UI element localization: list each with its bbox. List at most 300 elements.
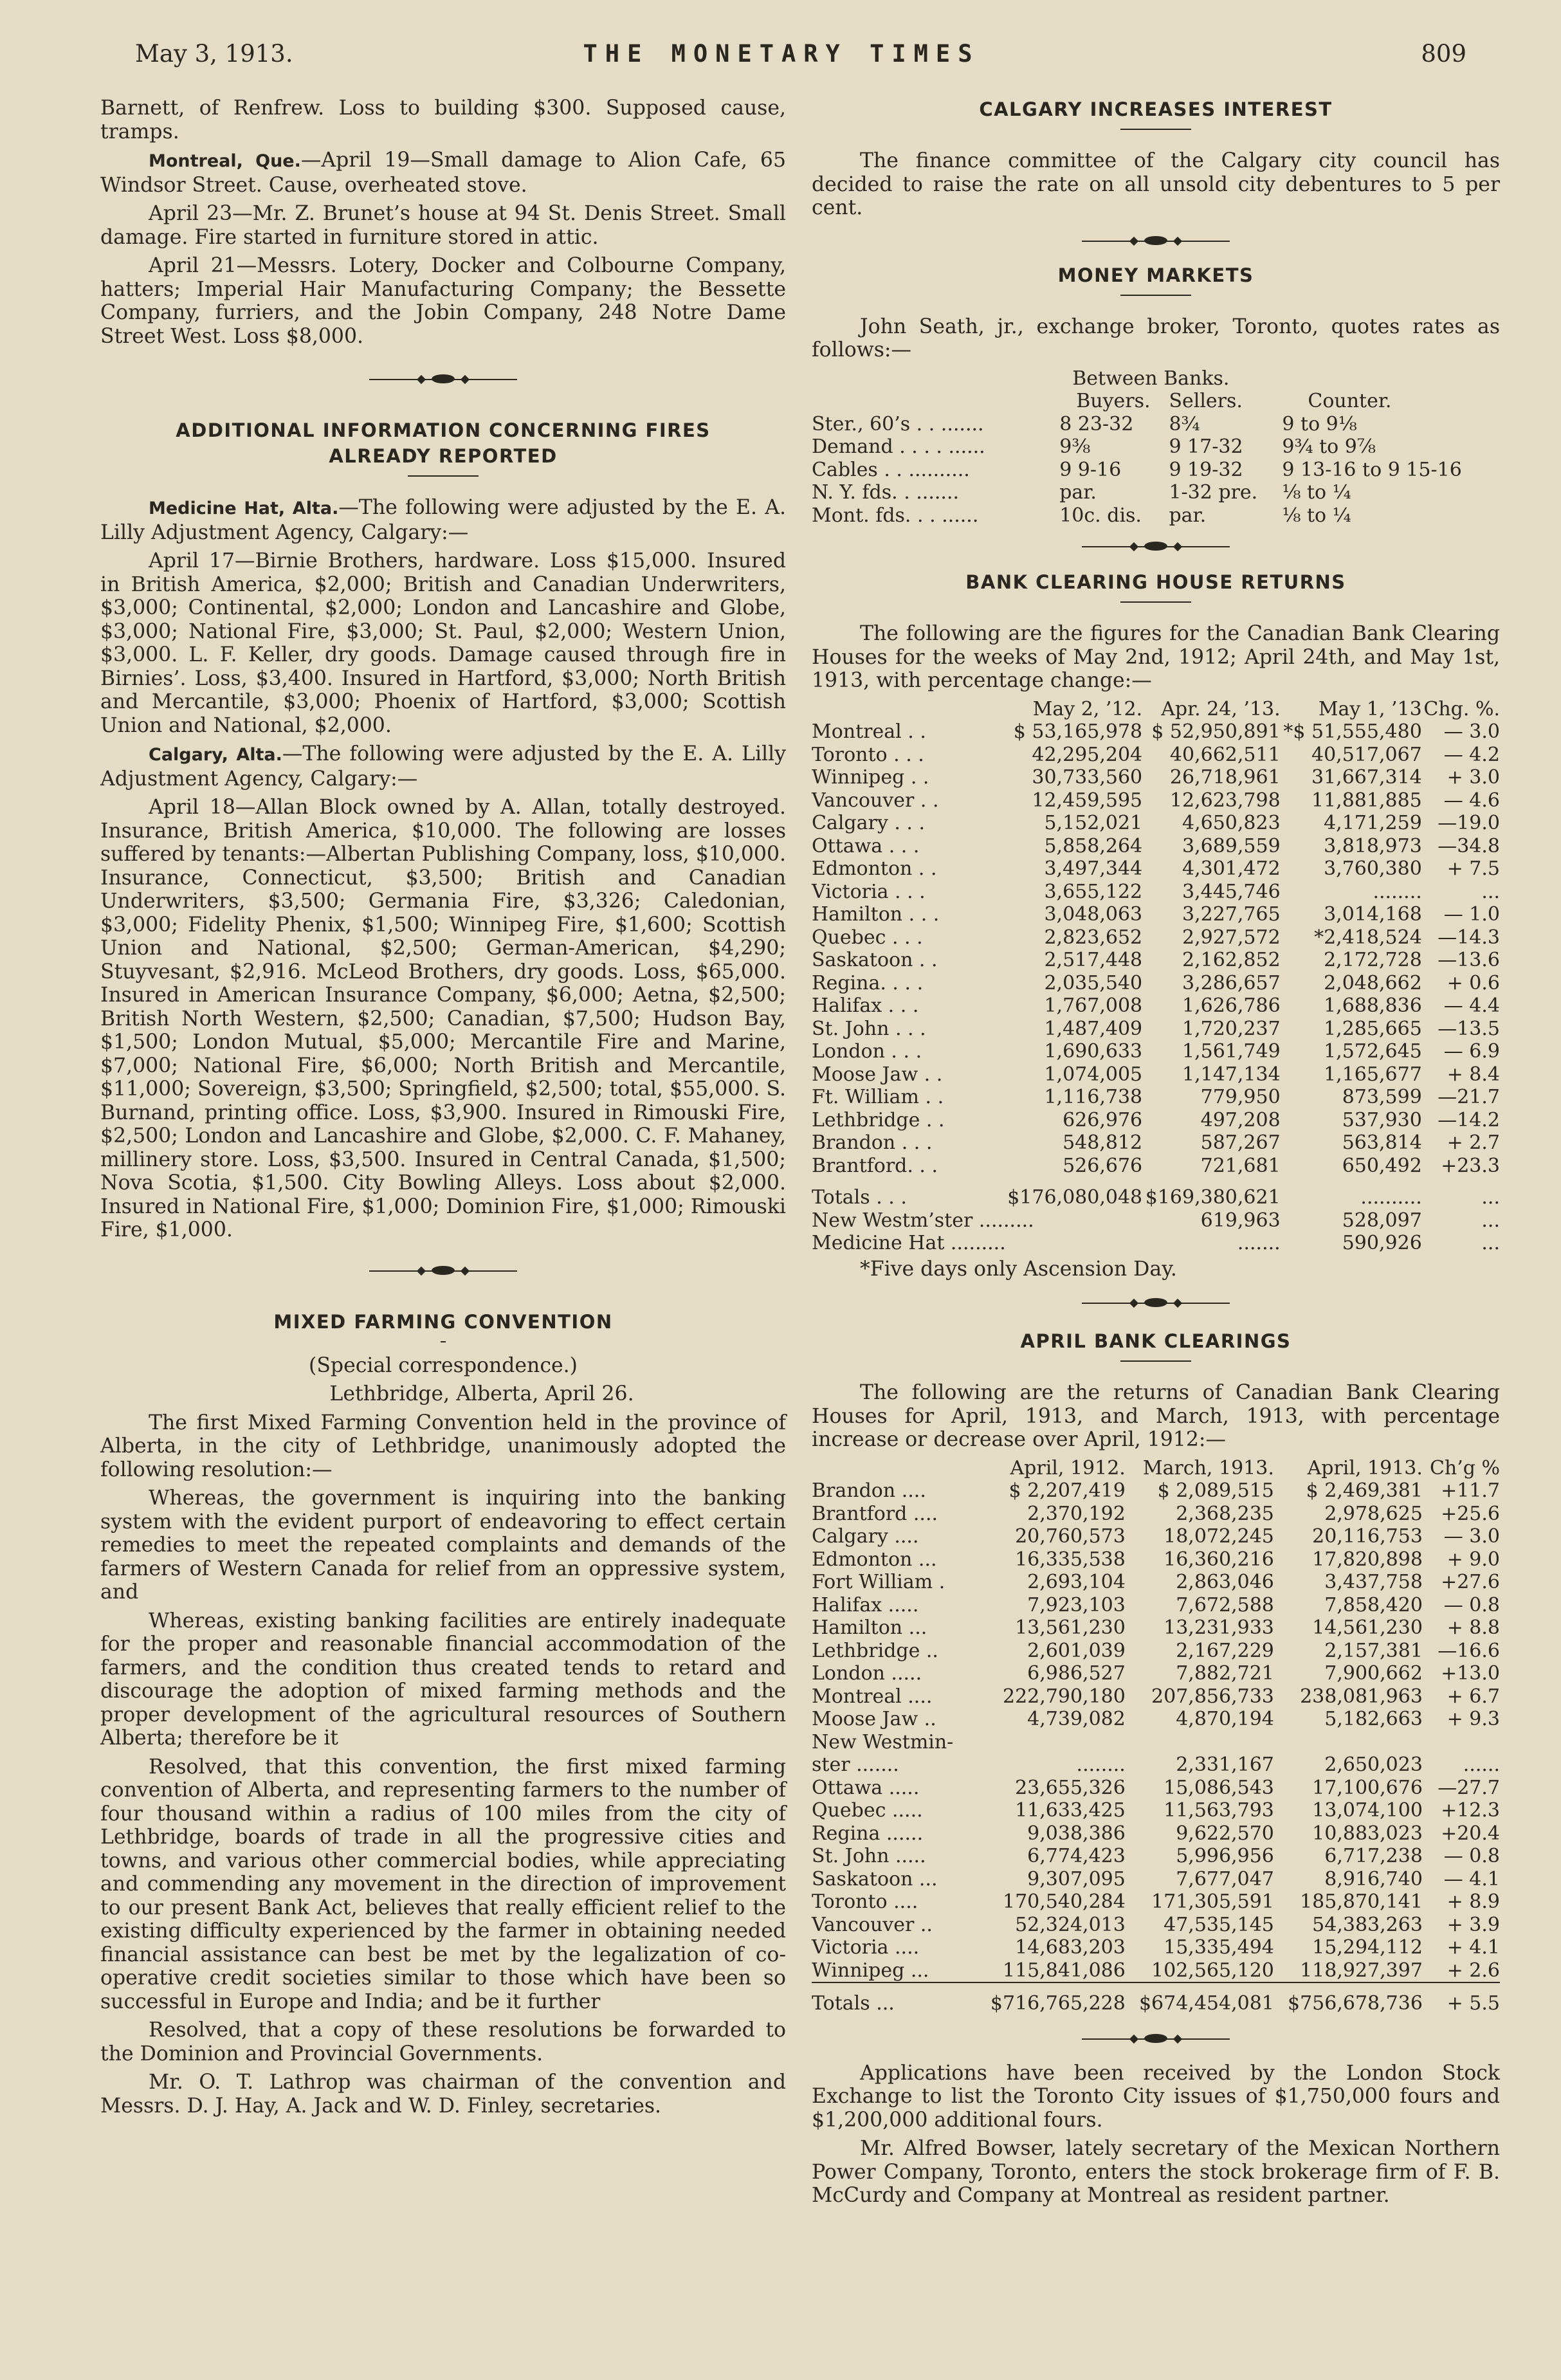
cell: —13.6: [1438, 949, 1500, 971]
cell: +25.6: [1441, 1502, 1500, 1525]
cell: 9 19-32: [1169, 458, 1243, 481]
cell: 207,856,733: [1151, 1685, 1274, 1708]
cell: Toronto ....: [812, 1890, 918, 1913]
cell: Edmonton . .: [812, 857, 937, 880]
column-header: Ch’g %: [1429, 1456, 1500, 1479]
cell: ...: [1481, 1186, 1500, 1209]
table-row: [812, 1503, 1500, 1526]
cell: $ 53,165,978: [1013, 720, 1143, 743]
cell: 5,996,956: [1176, 1845, 1274, 1867]
column-header: Sellers.: [1169, 390, 1243, 412]
table-row: [812, 504, 1500, 527]
issue-date: May 3, 1913.: [135, 40, 293, 68]
cell: Vancouver . .: [812, 789, 939, 812]
cell: 54,383,263: [1312, 1913, 1423, 1936]
cell: $756,678,736: [1274, 1982, 1423, 2015]
cell: New Westmin-: [812, 1730, 954, 1753]
table-row: [812, 1914, 1500, 1937]
cell: Moose Jaw . .: [812, 1063, 943, 1086]
cell: 1,688,836: [1324, 994, 1422, 1017]
cell: 9 9-16: [1059, 458, 1122, 481]
cell: Toronto . . .: [812, 743, 924, 766]
cell: $ 2,207,419: [1009, 1479, 1126, 1502]
fire-report-continued: Barnett, of Renfrew. Loss to building $300. Supposed cause, tramps.: [100, 96, 786, 143]
cell: 26,718,961: [1169, 766, 1281, 789]
bank-footnote: *Five days only Ascension Day.: [860, 1257, 1177, 1281]
cell: 3,048,063: [1044, 903, 1143, 926]
table-row: [812, 926, 1500, 949]
cell: Brandon ....: [812, 1479, 926, 1502]
table-row: [812, 949, 1500, 972]
cell: Quebec . . .: [812, 926, 923, 949]
cell: 118,927,397: [1300, 1959, 1423, 1982]
cell: Montreal ....: [812, 1685, 933, 1708]
column-header: May 1, ’13: [1318, 697, 1422, 720]
cell: + 3.9: [1447, 1913, 1500, 1936]
table-header-row: [812, 390, 1500, 413]
cell: + 2.7: [1447, 1131, 1500, 1154]
table-row: [812, 766, 1500, 789]
short-rule: [1120, 601, 1191, 603]
cell: —34.8: [1438, 834, 1500, 857]
column-header: April, 1913.: [1307, 1456, 1423, 1479]
cell: Ottawa .....: [812, 1776, 920, 1799]
column-header: Chg. %.: [1423, 697, 1500, 720]
fire-report-paragraph: April 17—Birnie Brothers, hardware. Loss $15,000. Insured in British America, $2,000; British and Canadian Underwriters, $3,000; Continental, $2,000; London and Lancashire and Globe, $3,000; National Fire, $3,000; St. Paul, $2,000; Western Union, $3,000. L. F. Keller, dry goods. Damage caused through fire in Birnies’. Loss, $3,400. Insured in Hartford, $3,000; North British and Mercantile, $3,000; Phoenix of Hartford, $3,000; Scottish Union and National, $2,000.: [100, 549, 786, 737]
table-row: [812, 1662, 1500, 1685]
cell: Winnipeg . .: [812, 766, 929, 789]
special-correspondence: (Special correspondence.): [309, 1353, 578, 1377]
london-exchange-paragraph: Applications have been received by the London Stock Exchange to list the Toronto City issues of $1,750,000 fours and $1,200,000 additional fours.: [812, 2061, 1500, 2132]
cell: [1423, 1731, 1500, 1754]
fire-report-medicine-hat: [100, 496, 786, 544]
table-row: [812, 1685, 1500, 1708]
cell: 12,459,595: [1032, 789, 1143, 812]
cell: +27.6: [1441, 1571, 1500, 1593]
cell: — 3.0: [1443, 720, 1500, 743]
running-header: [96, 40, 1466, 78]
cell: Lethbridge ..: [812, 1639, 938, 1662]
cell: 15,086,543: [1164, 1776, 1274, 1799]
cell: 238,081,963: [1300, 1685, 1423, 1708]
table-row: [812, 1640, 1500, 1663]
cell: 7,882,721: [1176, 1662, 1274, 1685]
cell: — 0.8: [1443, 1593, 1500, 1616]
cell: 40,517,067: [1311, 743, 1422, 766]
cell: 9,622,570: [1176, 1822, 1274, 1845]
cell: Saskatoon ...: [812, 1867, 938, 1890]
cell: ...: [1481, 1209, 1500, 1232]
cell: 2,693,104: [1027, 1571, 1126, 1593]
bank-intro: The following are the figures for the Canadian Bank Clearing Houses for the weeks of May 2nd, 1912; April 24th, and May 1st, 1913, with percentage change:—: [812, 622, 1500, 692]
cell: + 3.0: [1447, 766, 1500, 789]
cell: 42,295,204: [1032, 743, 1143, 766]
ornament-divider: [369, 1265, 517, 1277]
cell: 3,818,973: [1324, 834, 1422, 857]
cell: 587,267: [1200, 1131, 1281, 1154]
cell: ⅛ to ¼: [1282, 504, 1351, 527]
cell: —14.3: [1438, 926, 1500, 949]
table-row: [812, 1708, 1500, 1731]
cell: ........: [1373, 880, 1422, 903]
cell: $176,080,048: [1007, 1186, 1143, 1209]
cell: + 2.6: [1447, 1959, 1500, 1982]
column-header: Between Banks.: [1072, 367, 1230, 390]
table-row: [812, 881, 1500, 904]
cell: 1,147,134: [1182, 1063, 1281, 1086]
fire-report-paragraph: April 18—Allan Block owned by A. Allan, totally destroyed. Insurance, British America, $10,000. The following are losses suffered by tenants:—Albertan Publishing Company, loss, $10,000. Insurance, Connecticut, $3,500; British and Canadian Underwriters, $3,500; Germania Fire, $3,326; Caledonian, $3,000; Fidelity Phenix, $1,500; Winnipeg Fire, $1,600; Scottish Union and National, $2,500; German-American, $4,290; Stuyvesant, $2,916. McLeod Brothers, dry goods. Loss, $65,000. Insured in American Insurance Company, $6,000; Aetna, $2,500; British North Western, $2,500; Canadian, $7,500; Hudson Bay, $1,500; London Mutual, $5,000; Mercantile Fire and Marine, $7,000; National Fire, $6,000; North British and Mercantile, $11,000; Sovereign, $3,500; Springfield, $2,500; total, $55,000. S. Burnand, printing office. Loss, $3,900. Insured in Rimouski Fire, $2,500; London and Lancashire and Globe, $2,000. C. F. Mahaney, millinery store. Loss, $3,500. Insured in Central Canada, $1,500; Nova Scotia, $1,500. City Bowling Alleys. Loss about $2,000. Insured in National Fire, $1,000; Dominion Fire, $1,000; Rimouski Fire, $1,000.: [100, 796, 786, 1241]
cell: Victoria ....: [812, 1936, 920, 1959]
row-label: Cables . . ..........: [812, 458, 970, 481]
cell: 17,100,676: [1312, 1776, 1423, 1799]
page-number: 809: [1421, 40, 1466, 68]
cell: 14,561,230: [1312, 1616, 1423, 1639]
cell: 10,883,023: [1312, 1822, 1423, 1845]
row-label: Mont. fds. . . ......: [812, 504, 979, 527]
cell: Regina. . . .: [812, 971, 924, 994]
cell: ..........: [1360, 1186, 1422, 1209]
cell: 619,963: [1200, 1209, 1281, 1232]
cell: 7,677,047: [1176, 1867, 1274, 1890]
cell: + 5.5: [1423, 1982, 1500, 2015]
cell: 14,683,203: [1015, 1936, 1126, 1959]
table-row: [812, 1525, 1500, 1548]
place-heading: Medicine Hat, Alta.: [149, 499, 339, 518]
cell: 590,926: [1342, 1232, 1422, 1254]
cell: 1,720,237: [1182, 1017, 1281, 1040]
cell: 2,927,572: [1182, 926, 1281, 949]
cell: 9,307,095: [1027, 1867, 1126, 1890]
cell: Moose Jaw ..: [812, 1708, 936, 1730]
cell: — 4.2: [1443, 743, 1500, 766]
cell: —13.5: [1438, 1017, 1500, 1040]
cell: Hamilton . . .: [812, 903, 940, 926]
cell: 20,116,753: [1312, 1525, 1423, 1548]
cell: 1,561,749: [1182, 1040, 1281, 1063]
cell: 9⅜: [1059, 435, 1091, 458]
cell: 11,633,425: [1015, 1799, 1126, 1822]
short-rule: [441, 1341, 446, 1342]
place-heading: Montreal, Que.: [149, 151, 301, 171]
table-row: [812, 1109, 1500, 1132]
section-title-calgary-interest: CALGARY INCREASES INTEREST: [979, 98, 1333, 120]
cell: 2,368,235: [1176, 1502, 1274, 1525]
cell: 15,294,112: [1312, 1936, 1423, 1959]
cell: 40,662,511: [1169, 743, 1281, 766]
cell: +13.0: [1441, 1662, 1500, 1685]
table-row: [812, 1890, 1500, 1914]
cell: 20,760,573: [1015, 1525, 1126, 1548]
table-row: [812, 1479, 1500, 1503]
cell: 5,182,663: [1324, 1708, 1423, 1730]
cell: 23,655,326: [1015, 1776, 1126, 1799]
cell: — 0.8: [1443, 1845, 1500, 1867]
cell: 537,930: [1342, 1108, 1422, 1131]
cell: St. John . . .: [812, 1017, 926, 1040]
table-row: [812, 720, 1500, 744]
cell: 5,152,021: [1044, 812, 1143, 834]
cell: Lethbridge . .: [812, 1108, 945, 1131]
cell: 10c. dis.: [1059, 504, 1142, 527]
cell: [977, 1731, 1126, 1754]
cell: 15,335,494: [1164, 1936, 1274, 1959]
cell: 17,820,898: [1312, 1548, 1423, 1571]
ornament-divider: [1082, 541, 1230, 553]
cell: London . . .: [812, 1040, 922, 1063]
cell: 2,823,652: [1044, 926, 1143, 949]
cell: 3,689,559: [1182, 834, 1281, 857]
cell: 9,038,386: [1027, 1822, 1126, 1845]
april-rows: [812, 1479, 1500, 2015]
cell: 526,676: [1063, 1154, 1143, 1177]
cell: 3,655,122: [1044, 880, 1143, 903]
cell: —21.7: [1438, 1086, 1500, 1108]
ornament-divider: [1082, 2033, 1230, 2045]
cell: 1,285,665: [1324, 1017, 1422, 1040]
cell: 2,517,448: [1044, 949, 1143, 971]
cell: 1,690,633: [1044, 1040, 1143, 1063]
column-header: March, 1913.: [1142, 1456, 1274, 1479]
column-header: Counter.: [1308, 390, 1392, 412]
cell: Calgary . . .: [812, 812, 926, 834]
cell: 873,599: [1342, 1086, 1422, 1108]
cell: 2,370,192: [1027, 1502, 1126, 1525]
cell: +23.3: [1441, 1154, 1500, 1177]
table-row: [812, 972, 1500, 995]
table-row: [812, 435, 1500, 459]
cell: 4,301,472: [1182, 857, 1281, 880]
table-row: [812, 459, 1500, 482]
cell: par.: [1169, 504, 1207, 527]
cell: 779,950: [1200, 1086, 1281, 1108]
short-rule: [408, 475, 479, 477]
cell: ...: [1481, 1232, 1500, 1254]
cell: 2,863,046: [1176, 1571, 1274, 1593]
cell: Ottawa . . .: [812, 834, 920, 857]
paragraph-text: —The following were adjusted by the E. A. Lilly Adjustment Agency, Calgary:—: [100, 496, 786, 544]
table-row: [812, 1232, 1500, 1255]
cell: 8,916,740: [1324, 1867, 1423, 1890]
cell: 7,900,662: [1324, 1662, 1423, 1685]
cell: 30,733,560: [1032, 766, 1143, 789]
cell: 7,858,420: [1324, 1593, 1423, 1616]
cell: .......: [1237, 1232, 1281, 1254]
cell: 4,650,823: [1182, 812, 1281, 834]
table-header-row: [812, 698, 1500, 721]
cell: +11.7: [1441, 1479, 1500, 1502]
cell: 13,561,230: [1015, 1616, 1126, 1639]
table-row: [812, 1571, 1500, 1594]
table-row: [812, 1018, 1500, 1041]
cell: 185,870,141: [1300, 1890, 1423, 1913]
cell: +12.3: [1441, 1799, 1500, 1822]
cell: 7,672,588: [1176, 1593, 1274, 1616]
cell: Brandon . . .: [812, 1131, 933, 1154]
cell: 5,858,264: [1044, 834, 1143, 857]
cell: 3,227,765: [1182, 903, 1281, 926]
cell: + 9.3: [1447, 1708, 1500, 1730]
paragraph-text: —The following were adjusted by the E. A. Lilly Adjustment Agency, Calgary:—: [100, 742, 786, 791]
cell: $674,454,081: [1126, 1982, 1274, 2015]
cell: + 8.9: [1447, 1890, 1500, 1913]
cell: + 4.1: [1447, 1936, 1500, 1959]
ornament-divider: [369, 374, 517, 385]
cell: 3,445,746: [1182, 880, 1281, 903]
cell: 16,360,216: [1164, 1548, 1274, 1571]
cell: 1,572,645: [1324, 1040, 1422, 1063]
cell: 9 13-16 to 9 15-16: [1282, 458, 1462, 481]
convention-paragraph: Resolved, that this convention, the first mixed farming convention of Alberta, and representing farmers to the number of four thousand within a radius of 100 miles from the city of Lethbridge, boards of trade in all the progressive cities and towns, and various other commercial bodies, while appreciating and commending any movement in the direction of improvement to our present Bank Act, believes that really efficient relief to the existing difficulty experienced by the farmer in obtaining needed financial assistance can best be met by the legalization of co-operative credit societies similar to those which have been so successful in Europe and India; and be it further: [100, 1755, 786, 2013]
short-rule: [1120, 295, 1191, 296]
table-row: [812, 1845, 1500, 1868]
cell: [1274, 1731, 1423, 1754]
left-column: [100, 96, 786, 2123]
cell: $169,380,621: [1145, 1186, 1281, 1209]
cell: 1,165,677: [1324, 1063, 1422, 1086]
table-row: [812, 1548, 1500, 1571]
cell: $716,765,228: [977, 1982, 1126, 2015]
cell: Medicine Hat .........: [812, 1232, 1006, 1254]
cell: 2,048,662: [1324, 971, 1422, 994]
cell: + 7.5: [1447, 857, 1500, 880]
table-row: [812, 1959, 1500, 1983]
cell: London .....: [812, 1662, 922, 1685]
short-rule: [1120, 1360, 1191, 1362]
cell: ster .......: [812, 1753, 899, 1776]
cell: New Westm’ster .........: [812, 1209, 1034, 1232]
cell: 4,739,082: [1027, 1708, 1126, 1730]
cell: 9¾ to 9⅞: [1282, 435, 1376, 458]
column-header: May 2, ’12.: [1032, 697, 1143, 720]
bank-rows: [812, 720, 1500, 1255]
cell: 8¾: [1169, 412, 1200, 435]
cell: 3,286,657: [1182, 971, 1281, 994]
table-row: [812, 1063, 1500, 1086]
cell: —16.6: [1438, 1639, 1500, 1662]
cell: 3,014,168: [1324, 903, 1422, 926]
cell: —14.2: [1438, 1108, 1500, 1131]
table-row: [812, 1799, 1500, 1822]
cell: Brantford. . .: [812, 1154, 938, 1177]
fire-report-paragraph: April 21—Messrs. Lotery, Docker and Colbourne Company, hatters; Imperial Hair Manufacturing Company; the Bessette Company, furriers, and the Jobin Company, 248 Notre Dame Street West. Loss $8,000.: [100, 254, 786, 348]
april-intro: The following are the returns of Canadian Bank Clearing Houses for April, 1913, and March, 1913, with percentage increase or decrease over April, 1912:—: [812, 1381, 1500, 1451]
fire-report-calgary: [100, 742, 786, 791]
cell: Brantford ....: [812, 1502, 938, 1525]
cell: 1,116,738: [1044, 1086, 1143, 1108]
cell: Totals . . .: [812, 1186, 907, 1209]
table-row: [812, 1616, 1500, 1640]
cell: + 8.4: [1447, 1063, 1500, 1086]
cell: 11,563,793: [1164, 1799, 1274, 1822]
table-row: [812, 812, 1500, 835]
cell: ........: [1076, 1753, 1126, 1776]
cell: + 6.7: [1447, 1685, 1500, 1708]
paragraph-text: —April 19—Small damage to Alion Cafe, 65 Windsor Street. Cause, overheated stove.: [100, 149, 786, 197]
section-title-bank-clearing: BANK CLEARING HOUSE RETURNS: [965, 571, 1346, 593]
table-row: [812, 1209, 1500, 1232]
cell: 8 23-32: [1059, 412, 1134, 435]
cell: par.: [1059, 481, 1097, 504]
cell: — 4.6: [1443, 789, 1500, 812]
cell: + 8.8: [1447, 1616, 1500, 1639]
cell: 47,535,145: [1164, 1913, 1274, 1936]
publication-title: THE MONETARY TIMES: [583, 40, 980, 68]
cell: 3,760,380: [1324, 857, 1422, 880]
cell: 18,072,245: [1164, 1525, 1274, 1548]
cell: 6,986,527: [1027, 1662, 1126, 1685]
table-row: [812, 903, 1500, 926]
cell: 11,881,885: [1311, 789, 1422, 812]
table-row: [812, 1753, 1500, 1777]
cell: +20.4: [1441, 1822, 1500, 1845]
table-row: [812, 1086, 1500, 1109]
table-header-row: [812, 1457, 1500, 1480]
cell: + 0.6: [1447, 971, 1500, 994]
cell: 2,601,039: [1027, 1639, 1126, 1662]
ornament-divider: [1082, 235, 1230, 247]
cell: ⅛ to ¼: [1282, 481, 1351, 504]
table-row: [812, 1594, 1500, 1617]
cell: Saskatoon . .: [812, 949, 938, 971]
cell: 721,681: [1200, 1154, 1281, 1177]
right-column: [812, 96, 1500, 2213]
cell: 2,035,540: [1044, 971, 1143, 994]
convention-paragraph: Mr. O. T. Lathrop was chairman of the convention and Messrs. D. J. Hay, A. Jack and W. D. Finley, secretaries.: [100, 2071, 786, 2118]
cell: Halifax . . .: [812, 994, 919, 1017]
fire-report-paragraph: April 23—Mr. Z. Brunet’s house at 94 St. Denis Street. Small damage. Fire started in furniture stored in attic.: [100, 202, 786, 249]
cell: 102,565,120: [1151, 1959, 1274, 1982]
section-title-mixed-farming: MIXED FARMING CONVENTION: [273, 1310, 613, 1333]
cell: 2,167,229: [1176, 1639, 1274, 1662]
cell: Halifax .....: [812, 1593, 919, 1616]
place-heading: Calgary, Alta.: [149, 745, 282, 765]
cell: 170,540,284: [1002, 1890, 1126, 1913]
cell: — 4.4: [1443, 994, 1500, 1017]
table-row: [812, 1822, 1500, 1845]
table-row: [812, 413, 1500, 436]
cell: $ 2,089,515: [1157, 1479, 1274, 1502]
cell: 9 to 9⅛: [1282, 412, 1357, 435]
cell: $ 2,469,381: [1306, 1479, 1423, 1502]
money-intro: John Seath, jr., exchange broker, Toronto, quotes rates as follows:—: [812, 315, 1500, 362]
cell: 52,324,013: [1015, 1913, 1126, 1936]
cell: 4,171,259: [1324, 812, 1422, 834]
table-row: [812, 994, 1500, 1018]
cell: 1,767,008: [1044, 994, 1143, 1017]
table-row: [812, 1868, 1500, 1891]
cell: 13,231,933: [1164, 1616, 1274, 1639]
cell: 626,976: [1063, 1108, 1143, 1131]
cell: Edmonton ...: [812, 1548, 937, 1571]
cell: 115,841,086: [1002, 1959, 1126, 1982]
cell: 2,157,381: [1324, 1639, 1423, 1662]
cell: Hamilton ...: [812, 1616, 927, 1639]
cell: Vancouver ..: [812, 1913, 933, 1936]
cell: 4,870,194: [1176, 1708, 1274, 1730]
cell: 1,626,786: [1182, 994, 1281, 1017]
section-title-april-clearings: APRIL BANK CLEARINGS: [1020, 1330, 1292, 1352]
cell: —27.7: [1438, 1776, 1500, 1799]
column-header: Apr. 24, ’13.: [1161, 697, 1281, 720]
table-row: [812, 744, 1500, 767]
table-row: [812, 857, 1500, 881]
convention-paragraph: Whereas, the government is inquiring into the banking system with the evident purport of endeavoring to effect certain remedies to meet the repeated complaints and demands of the farmers of Western Canada for relief from an oppressive system, and: [100, 1487, 786, 1604]
cell: Calgary ....: [812, 1525, 919, 1548]
cell: *$ 51,555,480: [1283, 720, 1422, 743]
convention-paragraph: The first Mixed Farming Convention held in the province of Alberta, in the city of Lethbridge, unanimously adopted the following resolution:—: [100, 1411, 786, 1481]
table-row: [812, 789, 1500, 812]
cell: *2,418,524: [1314, 926, 1422, 949]
